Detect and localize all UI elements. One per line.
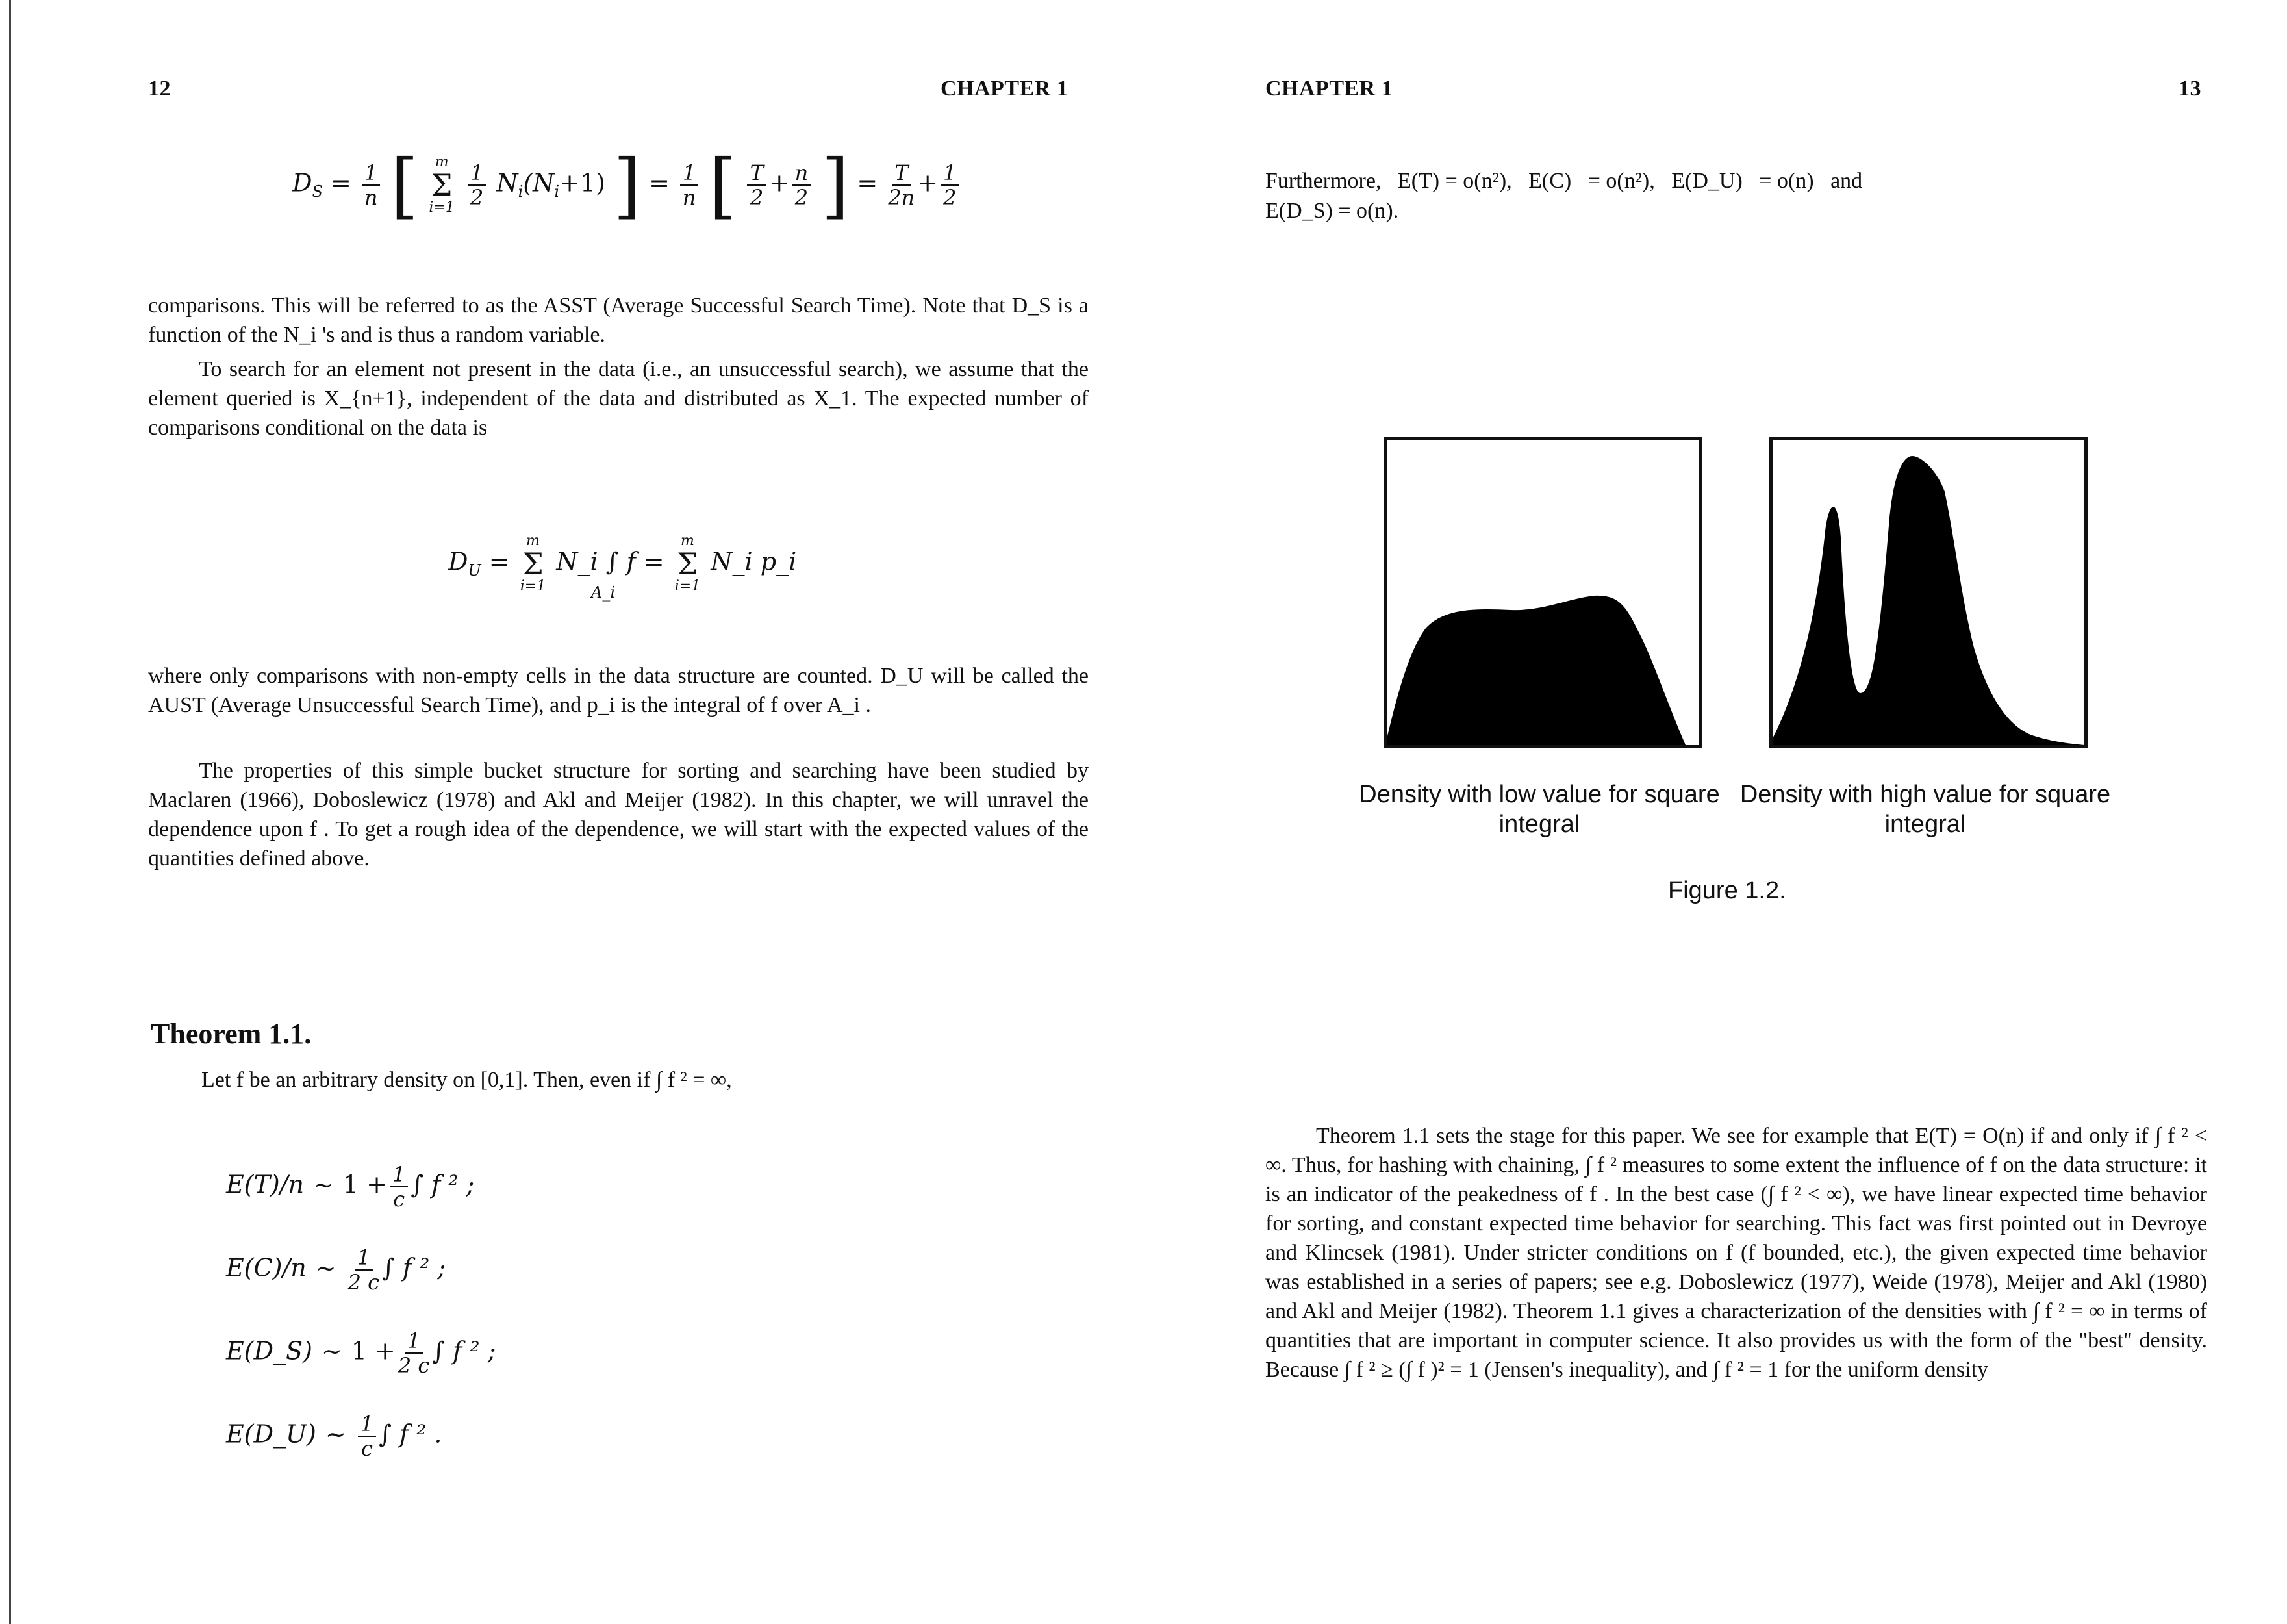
running-head-left: CHAPTER 1 (941, 77, 1068, 101)
left-page (0, 0, 1143, 1624)
paragraph-aust: where only comparisons with non-empty cells in the data structure are counted. D_U will be called the AUST (Average Unsuccessful Search Time), and p_i is the integral of f over A_i . (148, 664, 1089, 717)
integral-subscript: A_i (591, 583, 616, 602)
result-fraction: $\frac{1}{c}$ (358, 1412, 376, 1460)
result-relation: ~ (313, 1170, 334, 1199)
fraction: $\frac{1}{n}$ (362, 161, 380, 209)
summation-symbol: m Σ i=1 (429, 154, 455, 216)
furthermore-line-1: Furthermore, E(T) = o(n²), E(C) = o(n²), E(D_U) = o(n) and (1265, 169, 1863, 193)
result-rhs-integral: ∫ f ² ; (432, 1336, 496, 1365)
result-lhs: E(T)/n (226, 1170, 305, 1199)
paragraph-properties: The properties of this simple bucket structure for sorting and searching have been studied by Maclaren (1966), Doboslewicz (1978) and Akl and Meijer (1982). In this chapter, we will unravel the dependence upon f . To get a rough idea of the dependence, we will start with the expected values of the quantities defined above. (148, 759, 1089, 870)
figure-low-density-box (1384, 437, 1702, 748)
result-relation: ~ (321, 1336, 342, 1365)
result-rhs-integral: ∫ f ² ; (382, 1253, 446, 1282)
result-lhs: E(C)/n (226, 1253, 307, 1282)
high-density-curve (1773, 456, 2084, 745)
page-number-right: 13 (2179, 77, 2201, 101)
result-rhs-prefix: 1 + (342, 1170, 387, 1199)
paragraph-unsuccessful-search: To search for an element not present in the data (i.e., an unsuccessful search), we assume that the element queried is X_{n+1}, independent of the data and distributed as X_1. The expected number of comparisons conditional on the data is (148, 357, 1089, 440)
furthermore-line-2: E(D_S) = o(n). (1265, 199, 1399, 223)
page-number-left: 12 (148, 77, 171, 101)
result-rhs-integral: ∫ f ² ; (411, 1170, 475, 1199)
theorem-statement: Let f be an arbitrary density on [0,1]. Then, even if ∫ f ² = ∞, (201, 1068, 732, 1092)
high-density-plot (1773, 440, 2084, 745)
paragraph-discussion: Theorem 1.1 sets the stage for this paper. We see for example that E(T) = O(n) if and only if ∫ f ² < ∞. Thus, for hashing with chaining, ∫ f ² measures to some extent the influence of f on the data structure: it is an indicator of the peakedness of f . In the best case (∫ f ² < ∞), we have linear expected time behavior for sorting, and constant expected time behavior for searching. This fact was first pointed out in Devroye and Klincsek (1981). Under stricter conditions on f (f bounded, etc.), the given expected time behavior was established in a series of papers; see e.g. Doboslewicz (1977), Weide (1978), Meijer and Akl (1980) and Akl and Meijer (1982). Theorem 1.1 gives a characterization of the densities with ∫ f ² = ∞ in terms of quantities that are important in computer science. It also provides us with the form of the "best" density. Because ∫ f ² ≥ (∫ f )² = 1 (Jensen's inequality), and ∫ f ² = 1 for the uniform density (1265, 1124, 2207, 1382)
caption-low-density: Density with low value for square integral (1359, 781, 1720, 838)
result-rhs-integral: ∫ f ² . (379, 1419, 442, 1449)
paragraph-asst: comparisons. This will be referred to as the ASST (Average Successful Search Time). Note that D_S is a function of the N_i 's and is thus a random variable. (148, 294, 1089, 347)
result-rhs-prefix: 1 + (351, 1336, 396, 1365)
figure-high-density-box (1769, 437, 2088, 748)
theorem-title: Theorem 1.1. (151, 1018, 312, 1050)
right-page (1143, 0, 2287, 1624)
result-relation: ~ (325, 1419, 346, 1449)
figure-label: Figure 1.2. (1668, 877, 1786, 904)
theorem-result-line (226, 1246, 446, 1294)
result-fraction: $\frac{1}{c}$ (390, 1163, 408, 1211)
theorem-result-line (226, 1329, 496, 1377)
low-density-curve (1387, 596, 1686, 745)
theorem-result-line (226, 1412, 442, 1460)
equation-ds: $D_S$ = $\frac{1}{n}$ [ m Σ i=1 $\frac{1}{2}$ $N_i(N_i+1)$ ] = $\frac{1}{n}$ [ $\frac{T}{2}$ + $\frac{n}{2}$ ] = $\frac{T}{2n}$ + $\frac{1}{2}$ (292, 149, 961, 221)
result-fraction: $\frac{1}{2 c}$ (398, 1328, 430, 1378)
theorem-result-line (226, 1163, 474, 1211)
result-lhs: E(D_S) (226, 1336, 312, 1365)
low-density-plot (1387, 440, 1699, 745)
result-relation: ~ (315, 1253, 336, 1282)
result-lhs: E(D_U) (226, 1419, 316, 1449)
caption-high-density: Density with high value for square integral (1739, 781, 2111, 838)
running-head-right: CHAPTER 1 (1265, 77, 1393, 101)
equation-du: $D_U$ = m Σ i=1 N_i ∫ f = m Σ i=1 N_i p_i (448, 533, 797, 594)
result-fraction: $\frac{1}{2 c}$ (347, 1245, 380, 1295)
